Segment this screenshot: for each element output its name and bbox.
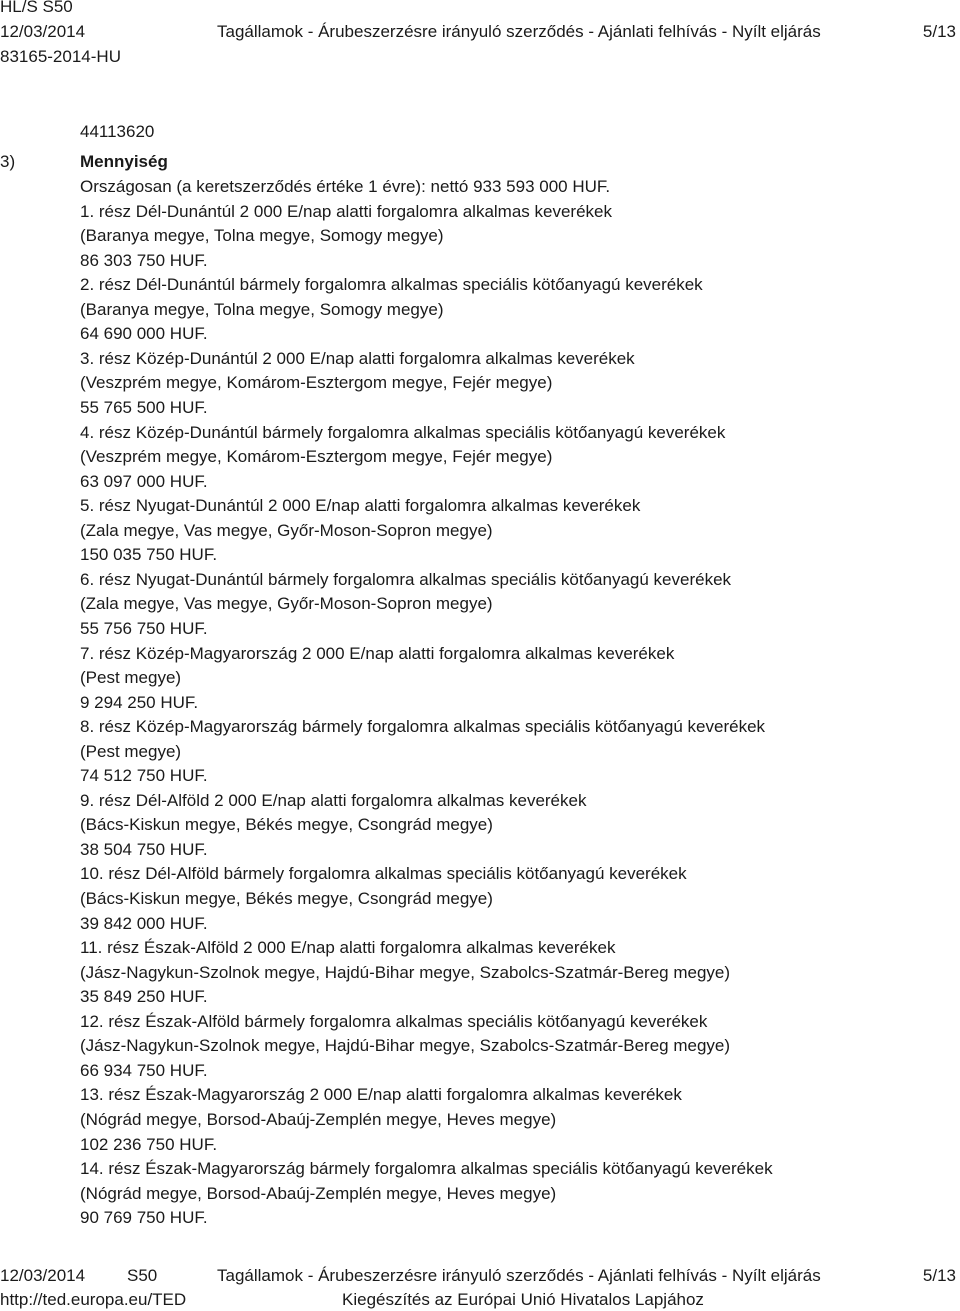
footer-doc-series: S50	[127, 1266, 158, 1285]
quantity-line: (Zala megye, Vas megye, Győr-Moson-Sopron megye)	[80, 594, 493, 614]
quantity-line: (Baranya megye, Tolna megye, Somogy megye)	[80, 226, 444, 246]
quantity-line: 9. rész Dél-Alföld 2 000 E/nap alatti forgalomra alkalmas keverékek	[80, 790, 587, 810]
quantity-line: (Jász-Nagykun-Szolnok megye, Hajdú-Bihar megye, Szabolcs-Szatmár-Bereg megye)	[80, 1036, 731, 1056]
quantity-line: 7. rész Közép-Magyarország 2 000 E/nap alatti forgalomra alkalmas keverékek	[80, 643, 675, 663]
quantity-line: (Pest megye)	[80, 741, 182, 761]
quantity-line: 2. rész Dél-Dunántúl bármely forgalomra alkalmas speciális kötőanyagú keverékek	[80, 275, 703, 295]
quantity-line: 3. rész Közép-Dunántúl 2 000 E/nap alatti forgalomra alkalmas keverékek	[80, 348, 635, 368]
footer-url[interactable]: http://ted.europa.eu/TED	[0, 1290, 187, 1309]
header-title: Tagállamok - Árubeszerzésre irányuló szerződés - Ajánlati felhívás - Nyílt eljárás	[217, 22, 821, 41]
quantity-line: 90 769 750 HUF.	[80, 1208, 208, 1228]
footer-title: Tagállamok - Árubeszerzésre irányuló szerződés - Ajánlati felhívás - Nyílt eljárás	[217, 1266, 821, 1285]
quantity-line: 6. rész Nyugat-Dunántúl bármely forgalomra alkalmas speciális kötőanyagú keverékek	[80, 569, 732, 589]
quantity-line: 9 294 250 HUF.	[80, 692, 199, 712]
footer-page-number: 5/13	[922, 1266, 956, 1285]
quantity-line: (Nógrád megye, Borsod-Abaúj-Zemplén megye, Heves megye)	[80, 1109, 557, 1129]
section-title: Mennyiség	[80, 152, 168, 171]
quantity-line: (Veszprém megye, Komárom-Esztergom megye, Fejér megye)	[80, 373, 553, 393]
quantity-line: 55 765 500 HUF.	[80, 398, 208, 417]
quantity-line: 74 512 750 HUF.	[80, 766, 208, 786]
quantity-line: 64 690 000 HUF.	[80, 324, 208, 344]
quantity-line: 10. rész Dél-Alföld bármely forgalomra alkalmas speciális kötőanyagú keverékek	[80, 864, 687, 884]
quantity-line: 38 504 750 HUF.	[80, 839, 208, 859]
header-doc-series: HL/S S50	[0, 0, 73, 16]
footer-date: 12/03/2014	[0, 1266, 86, 1285]
section-number: 3)	[0, 152, 16, 171]
quantity-line: 66 934 750 HUF.	[80, 1060, 208, 1080]
cpv-code: 44113620	[80, 122, 155, 141]
quantity-line: 8. rész Közép-Magyarország bármely forgalomra alkalmas speciális kötőanyagú keverékek	[80, 717, 766, 737]
quantity-line: (Veszprém megye, Komárom-Esztergom megye, Fejér megye)	[80, 447, 553, 467]
quantity-line: 4. rész Közép-Dunántúl bármely forgalomra alkalmas speciális kötőanyagú keverékek	[80, 422, 726, 442]
quantity-line: (Zala megye, Vas megye, Győr-Moson-Sopron megye)	[80, 520, 493, 540]
quantity-line: 55 756 750 HUF.	[80, 618, 208, 638]
total-value-line: Országosan (a keretszerződés értéke 1 évre): nettó 933 593 000 HUF.	[80, 177, 611, 196]
quantity-line: 86 303 750 HUF.	[80, 250, 208, 270]
header-doc-id: 83165-2014-HU	[0, 47, 121, 66]
header-page-number: 5/13	[922, 22, 956, 41]
quantity-line: 12. rész Észak-Alföld bármely forgalomra alkalmas speciális kötőanyagú keverékek	[80, 1011, 708, 1031]
quantity-line: 1. rész Dél-Dunántúl 2 000 E/nap alatti forgalomra alkalmas keverékek	[80, 201, 612, 221]
header-date: 12/03/2014	[0, 22, 86, 41]
quantity-line: 13. rész Észak-Magyarország 2 000 E/nap alatti forgalomra alkalmas keverékek	[80, 1085, 682, 1105]
footer-supplement: Kiegészítés az Európai Unió Hivatalos Lapjához	[342, 1290, 704, 1309]
quantity-line: (Baranya megye, Tolna megye, Somogy megye)	[80, 299, 444, 319]
quantity-line: 39 842 000 HUF.	[80, 913, 208, 933]
quantity-line: 5. rész Nyugat-Dunántúl 2 000 E/nap alatti forgalomra alkalmas keverékek	[80, 496, 641, 516]
quantity-line: 150 035 750 HUF.	[80, 545, 218, 565]
quantity-line: (Bács-Kiskun megye, Békés megye, Csongrád megye)	[80, 889, 493, 908]
quantity-line: (Pest megye)	[80, 668, 182, 687]
quantity-line: 14. rész Észak-Magyarország bármely forgalomra alkalmas speciális kötőanyagú keverékek	[80, 1159, 773, 1178]
quantity-line: 11. rész Észak-Alföld 2 000 E/nap alatti forgalomra alkalmas keverékek	[80, 938, 616, 958]
quantity-line: (Nógrád megye, Borsod-Abaúj-Zemplén megye, Heves megye)	[80, 1183, 557, 1203]
quantity-line: 63 097 000 HUF.	[80, 471, 208, 491]
quantity-line: 35 849 250 HUF.	[80, 987, 208, 1007]
quantity-line: 102 236 750 HUF.	[80, 1134, 218, 1154]
quantity-line: (Bács-Kiskun megye, Békés megye, Csongrád megye)	[80, 815, 493, 835]
quantity-line: (Jász-Nagykun-Szolnok megye, Hajdú-Bihar megye, Szabolcs-Szatmár-Bereg megye)	[80, 962, 731, 982]
